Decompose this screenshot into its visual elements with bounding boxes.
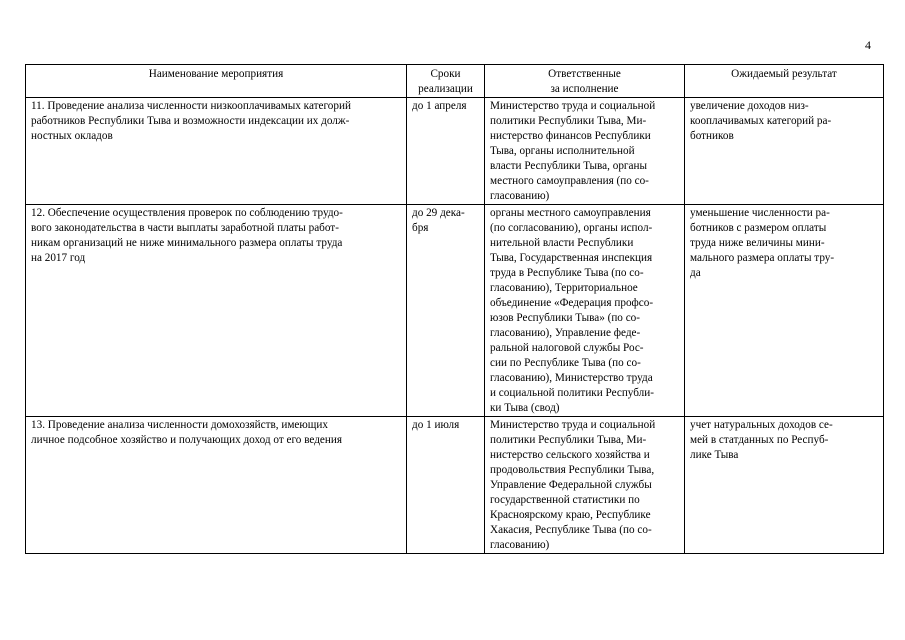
cell-result: увеличение доходов низ- кооплачивамых категорий ра- ботников bbox=[685, 98, 884, 205]
table-row bbox=[26, 205, 884, 417]
header-result: Ожидаемый результат bbox=[685, 65, 884, 98]
cell-responsible: органы местного самоуправления (по согласованию), органы испол- нительной власти Республики Тыва, Государственная инспекция труда в Республике Тыва (по со- гласованию), Территориальное объединение «Федерация профсо- юзов Республики Тыва» (по со- гласованию), Управление феде- ральной налоговой службы Рос- сии по Республике Тыва (по со- гласованию), Министерство труда и социальной политики Республи- ки Тыва (свод) bbox=[485, 205, 685, 417]
cell-name: 12. Обеспечение осуществления проверок по соблюдению трудо- вого законодательства в части выплаты заработной платы работ- никам организаций не ниже минимального размера оплаты труда на 2017 год bbox=[26, 205, 407, 417]
cell-name: 13. Проведение анализа численности домохозяйств, имеющих личное подсобное хозяйство и получающих доход от его ведения bbox=[26, 417, 407, 554]
cell-result: уменьшение численности ра- ботников с размером оплаты труда ниже величины мини- мального размера оплаты тру- да bbox=[685, 205, 884, 417]
header-responsible: Ответственные за исполнение bbox=[485, 65, 685, 98]
page-number: 4 bbox=[865, 38, 871, 52]
cell-deadline: до 1 апреля bbox=[407, 98, 485, 205]
table-header-row bbox=[26, 65, 884, 98]
table-row bbox=[26, 98, 884, 205]
cell-responsible: Министерство труда и социальной политики Республики Тыва, Ми- нистерство финансов Республики Тыва, органы исполнительной власти Республики Тыва, органы местного самоуправления (по со- гласованию) bbox=[485, 98, 685, 205]
action-plan-table bbox=[25, 64, 884, 554]
cell-deadline: до 29 дека- бря bbox=[407, 205, 485, 417]
header-name: Наименование мероприятия bbox=[26, 65, 407, 98]
header-deadline: Сроки реализации bbox=[407, 65, 485, 98]
cell-name: 11. Проведение анализа численности низкооплачивамых категорий работников Республики Тыва и возможности индексации их долж- ностных окладов bbox=[26, 98, 407, 205]
cell-result: учет натуральных доходов се- мей в статданных по Респуб- лике Тыва bbox=[685, 417, 884, 554]
cell-responsible: Министерство труда и социальной политики Республики Тыва, Ми- нистерство сельского хозяйства и продовольствия Республики Тыва, Управление Федеральной службы государственной статистики по Красноярскому краю, Республике Хакасия, Республике Тыва (по со- гласованию) bbox=[485, 417, 685, 554]
table-row bbox=[26, 417, 884, 554]
cell-deadline: до 1 июля bbox=[407, 417, 485, 554]
